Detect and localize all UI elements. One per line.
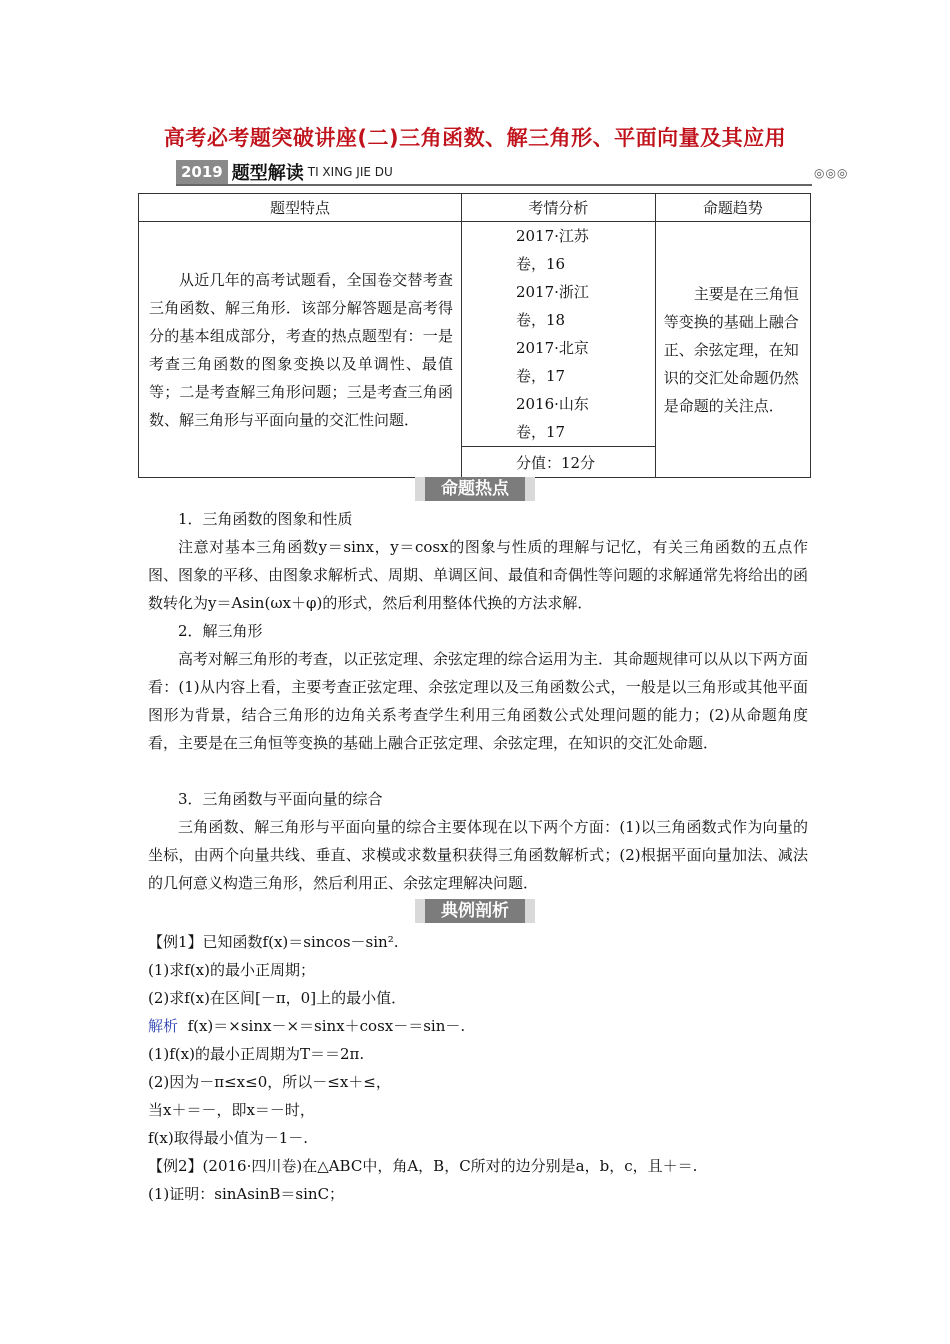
solution-text: f(x)＝×sinx－×＝sinx＋cosx－＝sin－.: [187, 1017, 466, 1035]
banner-year: 2019: [176, 160, 228, 184]
features-text: 从近几年的高考试题看，全国卷交替考查三角函数、解三角形．该部分解答题是高考得分的基本组成部分，考查的热点题型有：一是考查三角函数的图象变换以及单调性、最值等；二是考查解三角形问题；三是考查三角函数、解三角形与平面向量的交汇性问题．: [149, 270, 453, 429]
score-cell: 分值：12分: [461, 447, 655, 478]
section-3-title: 3．三角函数与平面向量的综合: [178, 790, 383, 808]
example-1-statement: 【例1】已知函数f(x)＝sincos－sin².: [148, 933, 399, 951]
example-2-statement: 【例2】(2016·四川卷)在△ABC中，角A，B，C所对的边分别是a，b，c，且＋＝.: [148, 1157, 698, 1175]
section-1-title: 1．三角函数的图象和性质: [178, 510, 353, 528]
analysis-line: 2016·山东: [515, 395, 589, 413]
hot-topics-heading: [0, 477, 950, 501]
example-1-answer-1: (1)f(x)的最小正周期为T＝＝2π.: [148, 1045, 365, 1063]
examples-label: 典例剖析: [415, 899, 535, 923]
examples-heading: [0, 899, 950, 923]
banner-label: 题型解读: [231, 163, 304, 184]
trend-cell: [655, 222, 810, 478]
example-1-answer-3: 当x＋＝－，即x＝－时，: [148, 1101, 315, 1119]
analysis-cell: [461, 222, 655, 447]
table-header-trend: 命题趋势: [655, 194, 810, 222]
analysis-line: 卷，16: [515, 255, 566, 273]
page-title: 高考必考题突破讲座(二)三角函数、解三角形、平面向量及其应用: [163, 126, 787, 150]
analysis-line: 卷，17: [515, 423, 566, 441]
example-1-answer-2: (2)因为－π≤x≤0，所以－≤x＋≤，: [148, 1073, 391, 1091]
hot-topics-label: 命题热点: [415, 477, 535, 501]
analysis-line: 卷，18: [515, 311, 566, 329]
section-3-body: 三角函数、解三角形与平面向量的综合主要体现在以下两个方面：(1)以三角函数式作为向量的坐标，由两个向量共线、垂直、求模或求数量积获得三角函数解析式；(2)根据平面向量加法、减法的几何意义构造三角形，然后利用正、余弦定理解决问题．: [148, 818, 808, 892]
table-header-analysis: 考情分析: [461, 194, 655, 222]
section-2-title: 2．解三角形: [178, 622, 263, 640]
example-1-question-1: (1)求f(x)的最小正周期；: [148, 961, 315, 979]
analysis-line: 卷，17: [515, 367, 566, 385]
example-1-solution: [148, 1012, 808, 1040]
solution-label: 解析: [148, 1017, 179, 1035]
example-1-question-2: (2)求f(x)在区间[－π，0]上的最小值．: [148, 989, 407, 1007]
analysis-line: 2017·江苏: [515, 227, 589, 245]
example-1-answer-4: f(x)取得最小值为－1－.: [148, 1129, 309, 1147]
table-header-features: 题型特点: [139, 194, 462, 222]
section-1-body: 注意对基本三角函数y＝sinx，y＝cosx的图象与性质的理解与记忆，有关三角函数的五点作图、图象的平移、由图象求解析式、周期、单调区间、最值和奇偶性等问题的求解通常先将给出的函数转化为y＝Asin(ωx＋φ)的形式，然后利用整体代换的方法求解．: [148, 538, 809, 612]
features-cell: [139, 222, 462, 478]
decorative-dots-icon: ◎◎◎: [814, 166, 849, 180]
banner-pinyin: TI XING JIE DU: [307, 165, 393, 179]
section-banner: [176, 160, 393, 184]
banner-divider: [176, 184, 812, 186]
question-type-table: [138, 193, 811, 478]
analysis-line: 2017·北京: [515, 339, 589, 357]
section-2-body: 高考对解三角形的考查，以正弦定理、余弦定理的综合运用为主．其命题规律可以从以下两方面看：(1)从内容上看，主要考查正弦定理、余弦定理以及三角函数公式，一般是以三角形或其他平面图形为背景，结合三角形的边角关系考查学生利用三角函数公式处理问题的能力；(2)从命题角度看，主要是在三角恒等变换的基础上融合正弦定理、余弦定理，在知识的交汇处命题．: [148, 650, 809, 752]
analysis-line: 2017·浙江: [515, 283, 589, 301]
trend-text: 主要是在三角恒等变换的基础上融合正、余弦定理，在知识的交汇处命题仍然是命题的关注点．: [663, 284, 799, 415]
example-2-question-1: (1)证明：sinAsinB＝sinC；: [148, 1185, 345, 1203]
